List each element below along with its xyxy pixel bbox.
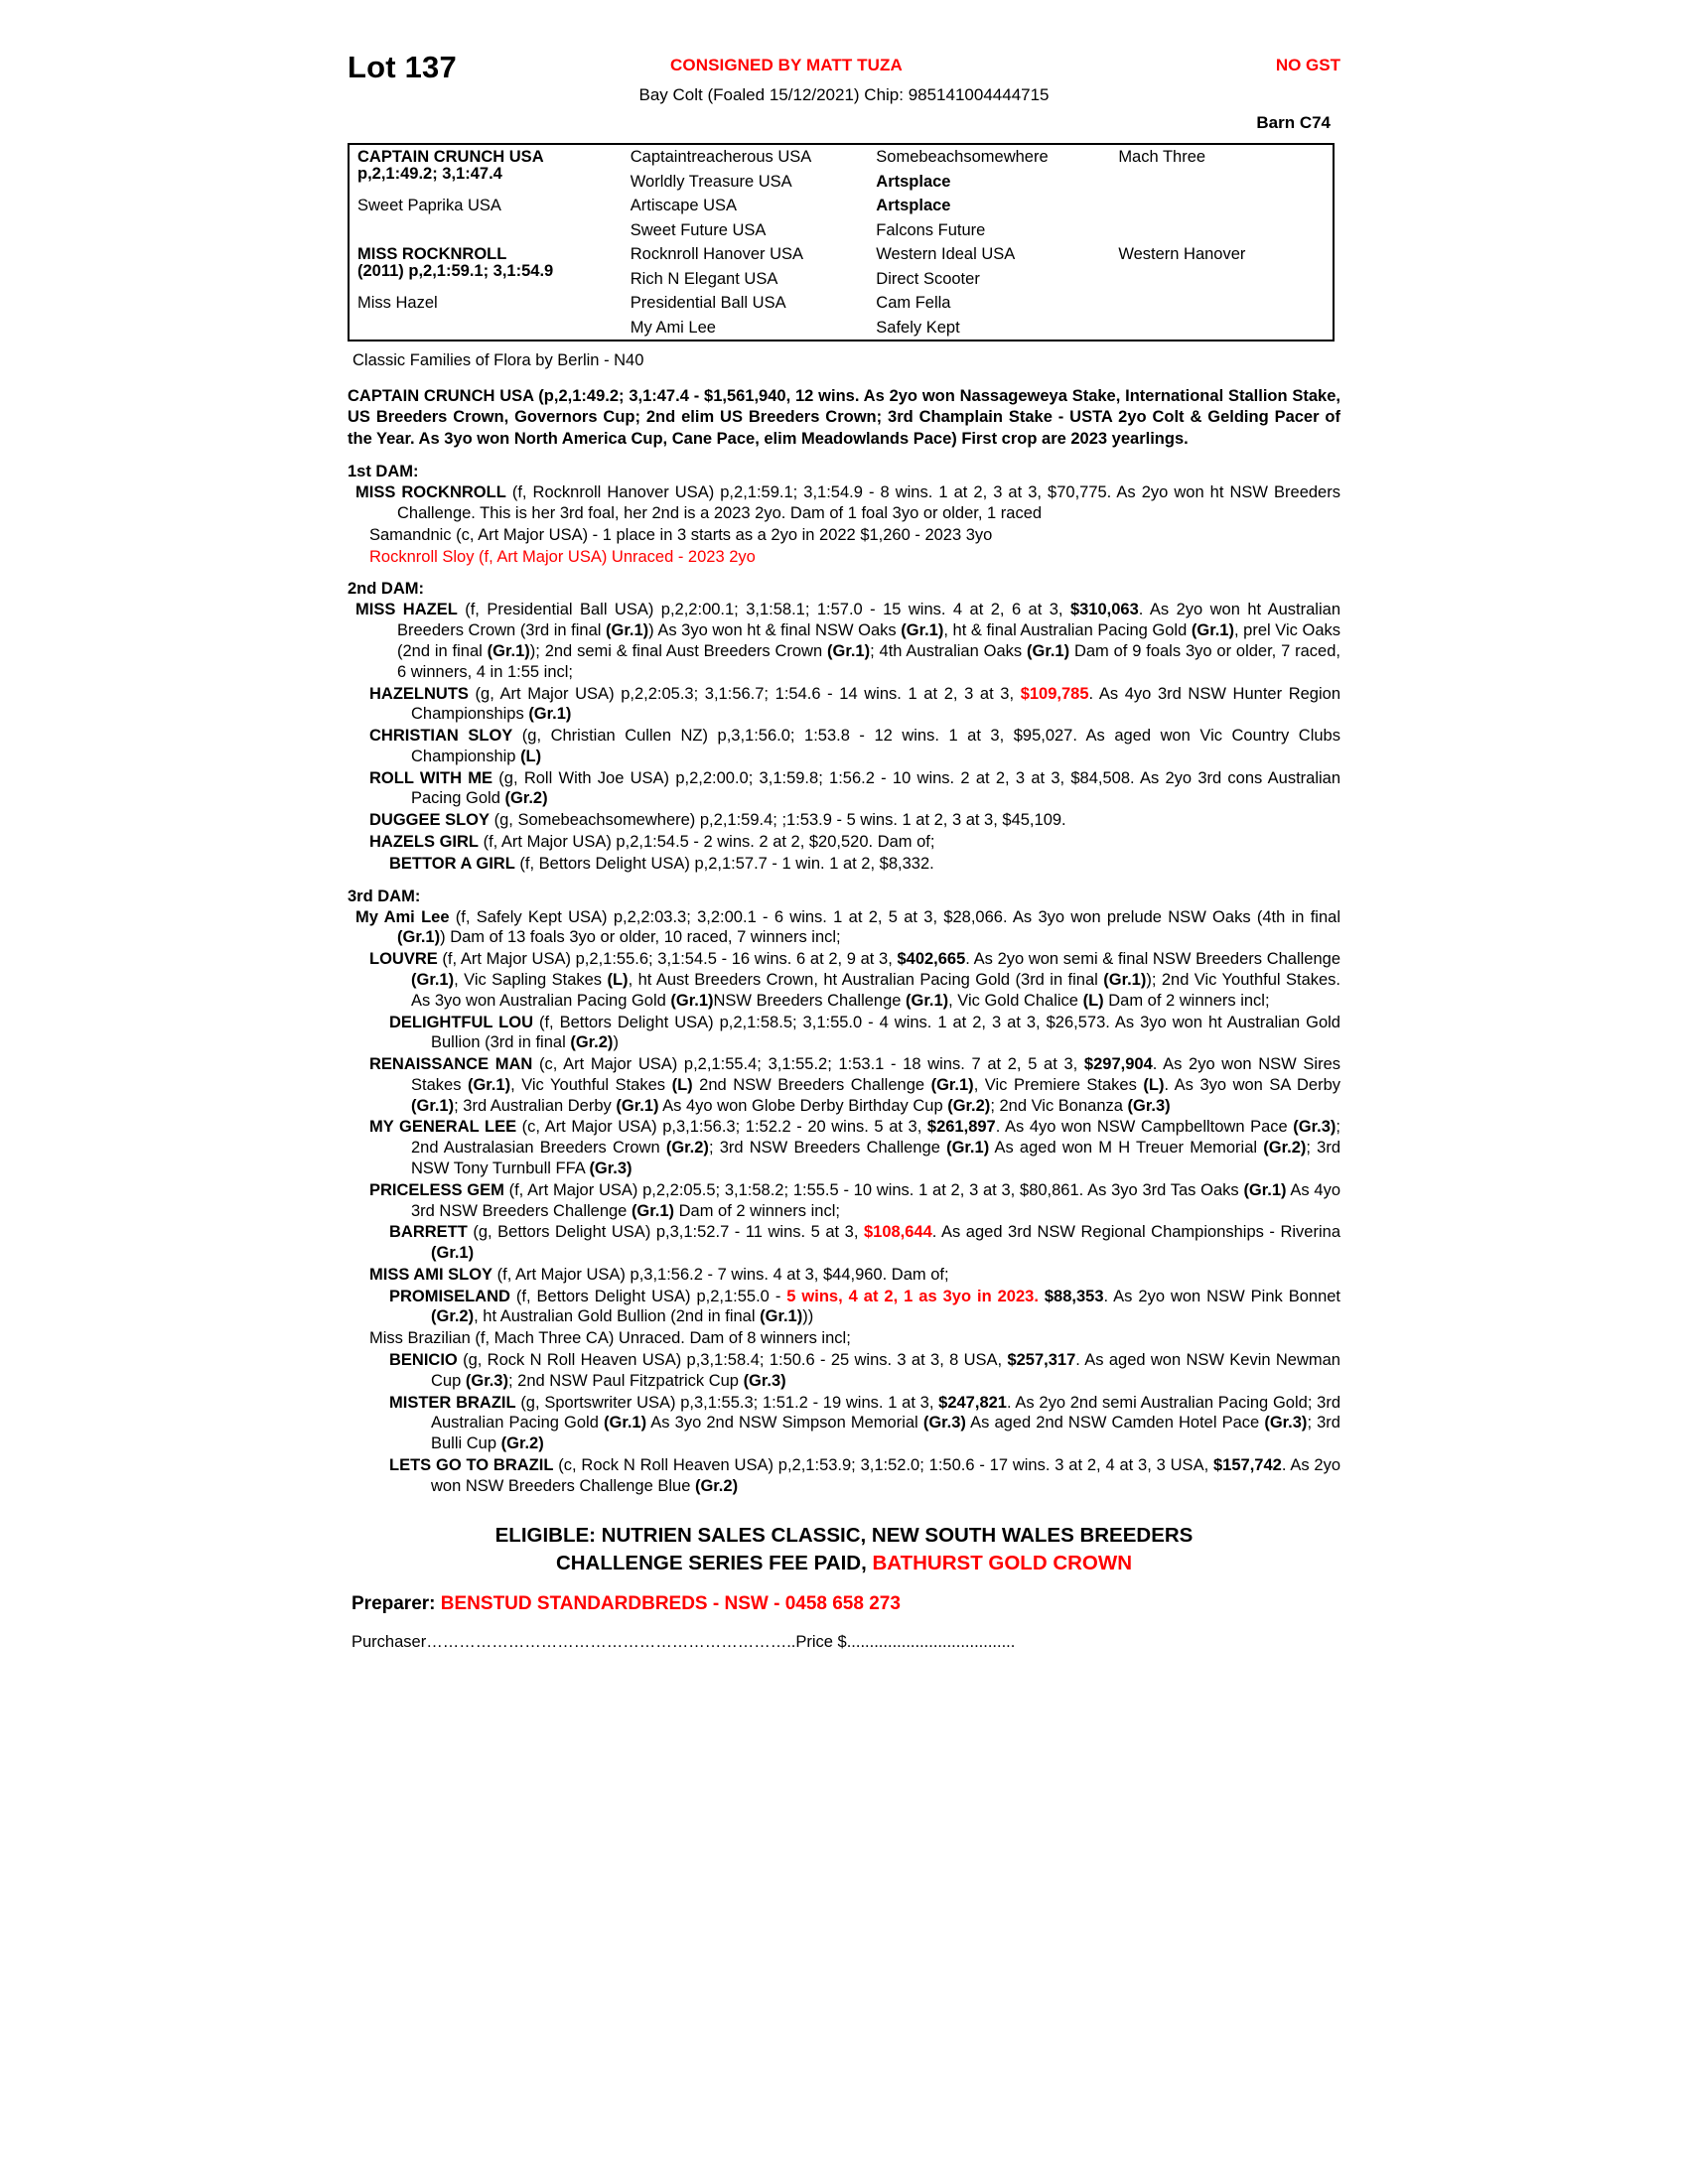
pedigree-entry — [348, 1328, 1340, 1349]
sire-granddam: Sweet Paprika USA — [357, 197, 501, 214]
progeny-name: MY GENERAL LEE — [369, 1118, 517, 1137]
emphasis-text: (Gr.1) — [1243, 1180, 1287, 1199]
body-text: (f, Art Major USA) p,2,2:05.5; 3,1:58.2; 1:55.5 - 10 wins. 1 at 2, 3 at 3, $80,861. As 3yo 3rd Tas Oaks — [503, 1180, 1244, 1199]
emphasis-text: (Gr.2) — [431, 1307, 475, 1326]
body-text: As aged won M H Treuer Memorial — [989, 1139, 1264, 1158]
body-text: ; 3rd NSW Breeders Challenge — [708, 1139, 947, 1158]
progeny-text: (c, Art Major USA) - 1 place in 3 starts as a 2yo in 2022 $1,260 - 2023 3yo — [451, 525, 993, 544]
entry-text — [369, 949, 1340, 1011]
sire-ggg-4: Falcons Future — [876, 220, 986, 239]
dam-sire: Rocknroll Hanover USA — [630, 245, 803, 263]
spacer-cell — [350, 316, 623, 341]
pedigree-table — [350, 145, 1333, 340]
emphasis-text: (Gr.1) — [467, 1075, 511, 1094]
progeny-name: BETTOR A GIRL — [389, 854, 515, 873]
second-dam-text-1: (f, Presidential Ball USA) p,2,2:00.1; 3,1:58.1; 1:57.0 - 15 wins. 4 at 2, 6 at 3, — [457, 601, 1070, 619]
second-dam-progeny-list — [348, 684, 1340, 853]
second-dam-entry — [348, 600, 1340, 682]
body-text: ); 2nd Vic Youthful Stakes. As 3yo won Australian Pacing Gold — [411, 970, 1341, 1010]
dam-gg-2: Rich N Elegant USA — [630, 269, 778, 288]
emphasis-text: (Gr.3) — [465, 1371, 508, 1390]
pedigree-box — [348, 143, 1335, 341]
table-row — [350, 242, 1333, 267]
emphasis-text: (Gr.1) — [760, 1307, 803, 1326]
emphasis-text: (L) — [607, 970, 629, 989]
body-text: (f, Art Major USA) p,3,1:56.2 - 7 wins. 4 at 3, $44,960. Dam of; — [492, 1265, 949, 1284]
third-dam-text — [397, 908, 1340, 947]
sire-ggg-2: Artsplace — [876, 172, 951, 191]
spacer-cell — [350, 218, 623, 243]
body-text: ; 3rd Bulli Cup — [431, 1414, 1340, 1453]
progeny-name: PROMISELAND — [389, 1287, 510, 1305]
progeny-name: LETS GO TO BRAZIL — [389, 1455, 554, 1474]
sire-name: CAPTAIN CRUNCH USA — [357, 148, 544, 166]
pedigree-entry — [348, 1350, 1340, 1392]
body-text: NSW Breeders Challenge — [713, 991, 907, 1010]
pedigree-entry — [348, 684, 1340, 726]
dam-gg-1: Western Ideal USA — [876, 245, 1016, 263]
pedigree-entry — [348, 1117, 1340, 1178]
dam-ggg-2: Direct Scooter — [876, 269, 980, 288]
dam-name: MISS ROCKNROLL — [357, 245, 507, 263]
emphasis-text: (Gr.1) — [670, 991, 714, 1010]
table-row — [350, 145, 1333, 170]
body-text: (f, Art Major USA) p,2,1:54.5 - 2 wins. 2 at 2, $20,520. Dam of; — [479, 833, 935, 852]
pedigree-entry — [348, 1455, 1340, 1497]
preparer-value: BENSTUD STANDARDBREDS - NSW - 0458 658 273 — [440, 1592, 901, 1614]
body-text: (f, Bettors Delight USA) p,2,1:57.7 - 1 win. 1 at 2, $8,332. — [514, 854, 934, 873]
body-text: ) — [613, 1033, 619, 1052]
table-row — [350, 291, 1333, 316]
body-text: ; 2nd Australasian Breeders Crown — [411, 1118, 1340, 1158]
emphasis-text: (Gr.1) — [906, 991, 949, 1010]
pedigree-entry — [348, 854, 1340, 875]
emphasis-text: (Gr.1) — [946, 1139, 990, 1158]
body-text: ; 3rd NSW Tony Turnbull FFA — [411, 1139, 1340, 1177]
progeny-name: Rocknroll Sloy — [369, 547, 475, 566]
emphasis-text: $257,317 — [1007, 1351, 1076, 1369]
horse-description: Bay Colt (Foaled 15/12/2021) Chip: 985141004444715 — [638, 85, 1050, 104]
entry-text — [369, 832, 1340, 853]
second-dam-text-2: . As 2yo won ht Australian Breeders Crown (3rd in final — [397, 601, 1340, 640]
emphasis-text: $261,897 — [926, 1118, 996, 1137]
body-text: (c, Rock N Roll Heaven USA) p,2,1:53.9; 3,1:52.0; 1:50.6 - 17 wins. 3 at 2, 4 at 3, 3 USA, — [553, 1455, 1213, 1474]
body-text: , ht Aust Breeders Crown, ht Australian Pacing Gold (3rd in final — [628, 970, 1104, 989]
dam-granddam: Miss Hazel — [357, 294, 438, 312]
first-dam-text: (f, Rocknroll Hanover USA) p,2,1:59.1; 3,1:54.9 - 8 wins. 1 at 2, 3 at 3, $70,775. As 2yo won ht NSW Breeders Challenge. This is her 3rd foal, her 2nd is a 2023 2yo. Dam of 1 foal 3yo or older, 1 raced — [397, 483, 1340, 523]
dam-ggg-3: Cam Fella — [876, 294, 951, 312]
body-text: As 4yo won Globe Derby Birthday Cup — [658, 1096, 948, 1115]
emphasis-text: (Gr.1) — [631, 1201, 675, 1220]
entry-text — [389, 1287, 1340, 1328]
body-text: . As aged 3rd NSW Regional Championships - Riverina — [931, 1223, 1340, 1242]
body-text: . As 2yo won semi & final NSW Breeders Challenge — [965, 950, 1340, 969]
page-header — [348, 46, 1340, 137]
progeny-name: RENAISSANCE MAN — [369, 1055, 533, 1074]
grade-tag: (Gr.1) — [901, 621, 944, 640]
emphasis-text: (Gr.1) — [1103, 970, 1147, 989]
progeny-name: MISS AMI SLOY — [369, 1265, 493, 1284]
body-text: (g, Rock N Roll Heaven USA) p,3,1:58.4; 1:50.6 - 25 wins. 3 at 3, 8 USA, — [457, 1351, 1008, 1369]
emphasis-text: (Gr.3) — [1127, 1096, 1171, 1115]
second-dam-text-14: Dam of 9 foals 3yo or older, 7 raced, 6 winners, 4 in 1:55 incl; — [397, 642, 1340, 681]
body-text: (g, Christian Cullen NZ) p,3,1:56.0; 1:53.8 - 12 wins. 1 at 3, $95,027. As aged won Vic Country Clubs Championship — [411, 727, 1340, 765]
progeny-name: HAZELNUTS — [369, 684, 469, 703]
sire-ggg-1: Mach Three — [1118, 148, 1206, 166]
progeny-name: DUGGEE SLOY — [369, 811, 491, 830]
consignor-label: CONSIGNED BY MATT TUZA — [670, 56, 903, 74]
body-text: (g, Roll With Joe USA) p,2,2:00.0; 3,1:59.8; 1:56.2 - 10 wins. 2 at 2, 3 at 3, $84,508. As 2yo 3rd cons Australian Pacing Gold — [411, 768, 1341, 808]
eligible-block — [348, 1522, 1340, 1576]
pedigree-entry — [348, 949, 1340, 1011]
emphasis-text: (Gr.1) — [397, 928, 441, 947]
sire-cell — [350, 145, 623, 194]
eligible-line-2-red: BATHURST GOLD CROWN — [872, 1552, 1133, 1575]
third-dam-heading: 3rd DAM: — [348, 887, 421, 905]
pedigree-entry — [348, 1222, 1340, 1264]
entry-text — [369, 1265, 1340, 1286]
emphasis-text: (Gr.1) — [411, 1096, 455, 1115]
second-dam-subprogeny-list — [348, 854, 1340, 875]
emphasis-text: (Gr.3) — [922, 1414, 966, 1433]
body-text: (c, Art Major USA) p,2,1:55.4; 3,1:55.2; 1:53.1 - 18 wins. 7 at 2, 5 at 3, — [532, 1055, 1084, 1074]
progeny-name: Miss Brazilian — [369, 1329, 471, 1348]
entry-text — [389, 1455, 1340, 1497]
body-text: (g, Art Major USA) p,2,2:05.3; 3,1:56.7; 1:54.6 - 14 wins. 1 at 2, 3 at 3, — [468, 684, 1021, 703]
emphasis-text: (L) — [671, 1075, 693, 1094]
entry-text — [369, 726, 1340, 767]
body-text: (g, Bettors Delight USA) p,3,1:52.7 - 11 wins. 5 at 3, — [467, 1223, 864, 1242]
progeny-name: BARRETT — [389, 1223, 468, 1242]
entry-text — [369, 1117, 1340, 1178]
emphasis-text: (Gr.2) — [665, 1139, 709, 1158]
emphasis-text: (L) — [520, 747, 542, 765]
grade-tag: (Gr.1) — [1191, 621, 1234, 640]
body-text: . As 2yo won NSW Sires Stakes — [411, 1055, 1341, 1094]
dam-cell — [350, 242, 623, 291]
grade-tag: (Gr.1) — [827, 642, 871, 660]
highlight-text: $109,785 — [1020, 684, 1089, 703]
body-text: ; 2nd NSW Paul Fitzpatrick Cup — [507, 1371, 744, 1390]
body-text: ; 3rd Australian Derby — [454, 1096, 617, 1115]
body-text: . As 4yo 3rd NSW Hunter Region Championships — [411, 684, 1340, 724]
entry-text — [369, 768, 1340, 810]
second-dam-text-10: ); 2nd semi & final Aust Breeders Crown — [529, 642, 827, 660]
second-dam-text-12: ; 4th Australian Oaks — [870, 642, 1027, 660]
dam-ggg-1: Western Hanover — [1118, 245, 1246, 263]
emphasis-text: (Gr.3) — [1264, 1414, 1308, 1433]
emphasis-text: (Gr.2) — [694, 1476, 739, 1495]
entry-text — [369, 684, 1340, 726]
second-dam-text-6: , ht & final Australian Pacing Gold — [943, 621, 1192, 640]
emphasis-text: (Gr.2) — [504, 789, 548, 808]
body-text: As aged 2nd NSW Camden Hotel Pace — [965, 1414, 1265, 1433]
emphasis-text: (L) — [1143, 1075, 1165, 1094]
progeny-name: LOUVRE — [369, 950, 438, 969]
emphasis-text: (L) — [1082, 991, 1104, 1010]
body-text: . As 2yo 2nd semi Australian Pacing Gold; 3rd Australian Pacing Gold — [431, 1393, 1340, 1433]
body-text: . As 4yo won NSW Campbelltown Pace — [995, 1118, 1294, 1137]
body-text: 2nd NSW Breeders Challenge — [692, 1075, 931, 1094]
dam-ggg-4: Safely Kept — [876, 318, 960, 337]
body-text: . As 2yo won NSW Pink Bonnet — [1103, 1287, 1341, 1305]
lot-number: Lot 137 — [348, 50, 457, 84]
emphasis-text: $247,821 — [938, 1393, 1007, 1412]
body-text: , Vic Gold Chalice — [948, 991, 1083, 1010]
sire-grandsire: Captaintreacherous USA — [630, 148, 812, 166]
dam-gg-3: Presidential Ball USA — [630, 294, 786, 312]
progeny-name: BENICIO — [389, 1351, 458, 1369]
barn-number: Barn C74 — [1256, 113, 1331, 132]
table-row — [350, 218, 1333, 243]
second-dam-name: MISS HAZEL — [355, 601, 458, 619]
eligible-line-2 — [348, 1550, 1340, 1577]
page-content — [348, 46, 1340, 1652]
classic-families-line: Classic Families of Flora by Berlin - N40 — [352, 351, 644, 369]
body-text: . As 3yo won SA Derby — [1164, 1075, 1341, 1094]
emphasis-text: (Gr.1) — [411, 970, 455, 989]
emphasis-text: (Gr.2) — [1263, 1139, 1307, 1158]
third-dam-entry — [348, 907, 1340, 949]
highlight-text: 5 wins, 4 at 2, 1 as 3yo in 2023. — [786, 1287, 1039, 1305]
first-dam-entry — [348, 482, 1340, 524]
grade-tag: (Gr.1) — [606, 621, 649, 640]
table-row — [350, 316, 1333, 341]
no-gst-badge: NO GST — [1275, 56, 1340, 74]
emphasis-text: (Gr.1) — [603, 1414, 647, 1433]
progeny-name: PRICELESS GEM — [369, 1180, 504, 1199]
first-dam-offspring-list — [348, 525, 1340, 568]
entry-text — [389, 1222, 1340, 1264]
entry-text — [369, 1054, 1340, 1116]
emphasis-text: $88,353 — [1038, 1287, 1104, 1305]
body-text: As 3yo 2nd NSW Simpson Memorial — [646, 1414, 923, 1433]
emphasis-text: (Gr.2) — [947, 1096, 991, 1115]
body-text: ) Dam of 13 foals 3yo or older, 10 raced, 7 winners incl; — [440, 928, 841, 947]
preparer-label: Preparer: — [352, 1592, 441, 1614]
sire-gg-1: Somebeachsomewhere — [876, 148, 1049, 166]
emphasis-text: (Gr.3) — [1293, 1118, 1336, 1137]
body-text: . As 2yo won NSW Breeders Challenge Blue — [431, 1455, 1341, 1495]
pedigree-entry — [348, 1265, 1340, 1286]
emphasis-text: (Gr.1) — [528, 705, 572, 724]
emphasis-text: (Gr.1) — [930, 1075, 974, 1094]
body-text: (f, Bettors Delight USA) p,2,1:58.5; 3,1:55.0 - 4 wins. 1 at 2, 3 at 3, $26,573. As 3yo won ht Australian Gold Bullion (3rd in final — [431, 1013, 1340, 1052]
progeny-name: ROLL WITH ME — [369, 768, 493, 787]
body-text: As 4yo 3rd NSW Breeders Challenge — [411, 1180, 1340, 1220]
entry-text — [369, 525, 1340, 546]
pedigree-entry — [348, 1180, 1340, 1222]
progeny-name: HAZELS GIRL — [369, 833, 479, 852]
pedigree-entry — [348, 1393, 1340, 1454]
pedigree-entry — [348, 832, 1340, 853]
dam-gg-4: My Ami Lee — [630, 318, 716, 337]
table-row — [350, 194, 1333, 218]
progeny-name: Samandnic — [369, 525, 452, 544]
body-text: (c, Art Major USA) p,3,1:56.3; 1:52.2 - 20 wins. 5 at 3, — [516, 1118, 927, 1137]
second-dam-heading: 2nd DAM: — [348, 580, 424, 599]
body-text: (f, Mach Three CA) Unraced. Dam of 8 winners incl; — [470, 1329, 851, 1348]
sire-gg-4: Sweet Future USA — [630, 220, 767, 239]
second-dam-text-8: , prel Vic Oaks (2nd in final — [397, 621, 1340, 660]
body-text: ; 2nd Vic Bonanza — [990, 1096, 1128, 1115]
dam-times: (2011) p,2,1:59.1; 3,1:54.9 — [357, 261, 554, 280]
second-dam-earnings: $310,063 — [1069, 601, 1139, 619]
sire-ggg-3: Artsplace — [876, 197, 951, 214]
highlight-text: $108,644 — [863, 1223, 932, 1242]
emphasis-text: (Gr.3) — [743, 1371, 786, 1390]
body-text: Dam of 2 winners incl; — [1103, 991, 1270, 1010]
entry-text — [389, 1013, 1340, 1054]
progeny-name: MISTER BRAZIL — [389, 1393, 516, 1412]
purchaser-line: Purchaser…………………………………………………………..Price $..................................... — [352, 1632, 1016, 1651]
emphasis-text: $402,665 — [897, 950, 966, 969]
first-dam-name: MISS ROCKNROLL — [355, 483, 506, 502]
grade-tag: (Gr.1) — [487, 642, 530, 660]
eligible-line-1: ELIGIBLE: NUTRIEN SALES CLASSIC, NEW SOUTH WALES BREEDERS — [494, 1524, 1194, 1548]
emphasis-text: (Gr.2) — [500, 1434, 544, 1453]
pedigree-entry — [348, 810, 1340, 831]
preparer-line — [348, 1593, 1340, 1615]
body-text: , Vic Premiere Stakes — [973, 1075, 1144, 1094]
pedigree-entry — [348, 1054, 1340, 1116]
body-text: (f, Art Major USA) p,2,1:55.6; 3,1:54.5 - 16 wins. 6 at 2, 9 at 3, — [437, 950, 898, 969]
pedigree-entry — [348, 768, 1340, 810]
emphasis-text: (Gr.1) — [431, 1244, 475, 1263]
entry-text — [369, 810, 1340, 831]
emphasis-text: (Gr.3) — [589, 1159, 633, 1177]
emphasis-text: $297,904 — [1083, 1055, 1153, 1074]
third-dam-progeny-list — [348, 949, 1340, 1496]
progeny-name: DELIGHTFUL LOU — [389, 1013, 533, 1031]
grade-tag: (Gr.1) — [1026, 642, 1070, 660]
body-text: (g, Sportswriter USA) p,3,1:55.3; 1:51.2 - 19 wins. 1 at 3, — [515, 1393, 939, 1412]
progeny-name: CHRISTIAN SLOY — [369, 727, 513, 746]
body-text: (f, Bettors Delight USA) p,2,1:55.0 - — [509, 1287, 787, 1305]
offspring-entry — [348, 547, 1340, 568]
entry-text — [389, 1393, 1340, 1454]
body-text: (g, Somebeachsomewhere) p,2,1:59.4; ;1:53.9 - 5 wins. 1 at 2, 3 at 3, $45,109. — [490, 811, 1066, 830]
body-text: , Vic Youthful Stakes — [510, 1075, 672, 1094]
body-text: , ht Australian Gold Bullion (2nd in final — [474, 1307, 761, 1326]
body-text: )) — [802, 1307, 814, 1326]
emphasis-text: (Gr.2) — [570, 1033, 614, 1052]
body-text: Dam of 2 winners incl; — [674, 1201, 840, 1220]
eligible-line-2-black: CHALLENGE SERIES FEE PAID, — [555, 1552, 873, 1575]
emphasis-text: $157,742 — [1212, 1455, 1282, 1474]
first-dam-heading: 1st DAM: — [348, 463, 419, 481]
body-text: , Vic Sapling Stakes — [454, 970, 608, 989]
sire-times: p,2,1:49.2; 3,1:47.4 — [357, 164, 502, 183]
third-dam-name: My Ami Lee — [355, 907, 450, 926]
entry-text — [389, 1350, 1340, 1392]
second-dam-text-4: ) As 3yo won ht & final NSW Oaks — [648, 621, 902, 640]
sire-gg-3: Artiscape USA — [630, 197, 738, 214]
progeny-text: (f, Art Major USA) Unraced - 2023 2yo — [474, 547, 756, 566]
sire-gg-2: Worldly Treasure USA — [630, 172, 792, 191]
offspring-entry — [348, 525, 1340, 546]
body-text: . As aged won NSW Kevin Newman Cup — [431, 1351, 1340, 1390]
pedigree-entry — [348, 1013, 1340, 1054]
body-text: (f, Safely Kept USA) p,2,2:03.3; 3,2:00.1 - 6 wins. 1 at 2, 5 at 3, $28,066. As 3yo won prelude NSW Oaks (4th in final — [449, 907, 1340, 926]
sire-paragraph: CAPTAIN CRUNCH USA (p,2,1:49.2; 3,1:47.4 - $1,561,940, 12 wins. As 2yo won Nassageweya Stake, International Stallion Stake, US Breeders Crown, Governors Cup; 2nd elim US Breeders Crown; 3rd Champlain Stake - USTA 2yo Colt & Gelding Pacer of the Year. As 3yo won North America Cup, Cane Pace, elim Meadowlands Pace) First crop are 2023 yearlings. — [348, 387, 1340, 448]
entry-text — [369, 1180, 1340, 1222]
entry-text — [369, 1328, 1340, 1349]
emphasis-text: (Gr.1) — [616, 1096, 659, 1115]
pedigree-entry — [348, 726, 1340, 767]
entry-text — [369, 547, 1340, 568]
pedigree-entry — [348, 1287, 1340, 1328]
entry-text — [389, 854, 1340, 875]
